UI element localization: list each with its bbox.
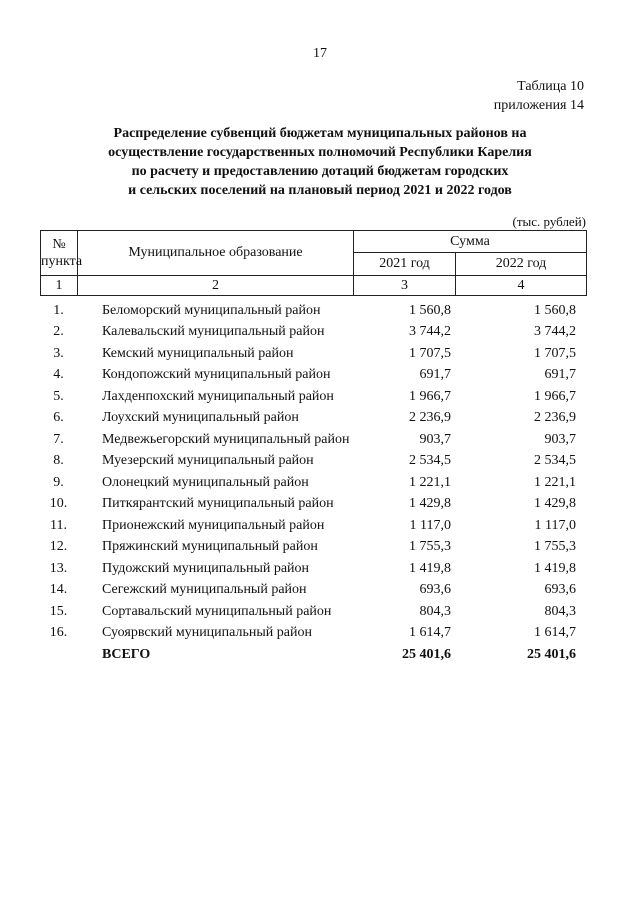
row-number: 14. — [49, 582, 68, 598]
row-municipality: Беломорский муниципальный район — [102, 302, 321, 318]
row-municipality: Кондопожский муниципальный район — [102, 367, 331, 383]
row-value-2021: 1 419,8 — [409, 560, 451, 576]
row-municipality: Пряжинский муниципальный район — [102, 539, 318, 555]
row-municipality: Лахденпохский муниципальный район — [102, 388, 334, 404]
table-row — [40, 580, 586, 602]
row-number: 16. — [49, 625, 68, 641]
row-value-2022: 1 117,0 — [534, 517, 576, 533]
title-line3: по расчету и предоставлению дотаций бюджетам городских — [131, 164, 509, 179]
table-row — [40, 429, 586, 451]
table-row — [40, 343, 586, 365]
row-value-2021: 903,7 — [419, 431, 451, 447]
row-municipality: Сортавальский муниципальный район — [102, 603, 332, 619]
row-number: 11. — [50, 517, 67, 533]
table-row — [40, 601, 586, 623]
row-municipality: Суоярвский муниципальный район — [102, 625, 312, 641]
row-municipality: Прионежский муниципальный район — [102, 517, 325, 533]
row-number: 13. — [49, 560, 68, 576]
header-number-symbol: № — [52, 237, 66, 252]
row-value-2022: 3 744,2 — [534, 324, 576, 340]
row-number: 6. — [53, 410, 64, 426]
table-reference — [494, 77, 584, 115]
row-value-2022: 1 707,5 — [534, 345, 576, 361]
header-col-1: 1 — [41, 276, 78, 296]
document-title — [60, 124, 580, 200]
row-value-2022: 1 560,8 — [534, 302, 576, 318]
row-value-2022: 2 236,9 — [534, 410, 576, 426]
row-value-2021: 693,6 — [419, 582, 451, 598]
row-municipality: Калевальский муниципальный район — [102, 324, 325, 340]
row-value-2022: 1 429,8 — [534, 496, 576, 512]
row-municipality: Муезерский муниципальный район — [102, 453, 314, 469]
row-value-2021: 1 117,0 — [409, 517, 451, 533]
header-number-label: пункта — [41, 254, 83, 269]
table-row — [40, 472, 586, 494]
row-value-2021: 2 534,5 — [409, 453, 451, 469]
table-row — [40, 386, 586, 408]
total-value-2021: 25 401,6 — [402, 646, 451, 662]
header-sum-cell: Сумма — [354, 231, 587, 253]
row-value-2021: 691,7 — [419, 367, 451, 383]
row-value-2022: 903,7 — [544, 431, 576, 447]
row-value-2021: 1 560,8 — [409, 302, 451, 318]
row-value-2022: 1 966,7 — [534, 388, 576, 404]
table-row — [40, 537, 586, 559]
row-value-2021: 2 236,9 — [409, 410, 451, 426]
row-value-2021: 1 966,7 — [409, 388, 451, 404]
row-value-2021: 1 707,5 — [409, 345, 451, 361]
row-value-2021: 1 614,7 — [409, 625, 451, 641]
header-year-2022: 2022 год — [456, 253, 587, 276]
row-value-2021: 804,3 — [419, 603, 451, 619]
row-municipality: Сегежский муниципальный район — [102, 582, 307, 598]
table-row — [40, 408, 586, 430]
table-row — [40, 451, 586, 473]
row-number: 15. — [49, 603, 68, 619]
row-value-2022: 691,7 — [544, 367, 576, 383]
total-row — [40, 644, 586, 666]
table-row — [40, 494, 586, 516]
header-name-cell: Муниципальное образование — [78, 231, 354, 276]
row-value-2021: 1 221,1 — [409, 474, 451, 490]
row-value-2021: 1 755,3 — [409, 539, 451, 555]
row-number: 2. — [53, 324, 64, 340]
header-year-2021: 2021 год — [354, 253, 456, 276]
row-number: 10. — [49, 496, 68, 512]
table-row — [40, 300, 586, 322]
title-line2: осуществление государственных полномочий Республики Карелия — [108, 145, 532, 160]
row-value-2022: 1 221,1 — [534, 474, 576, 490]
header-col-4: 4 — [456, 276, 587, 296]
row-municipality: Лоухский муниципальный район — [102, 410, 299, 426]
row-value-2021: 1 429,8 — [409, 496, 451, 512]
table-header — [40, 230, 587, 296]
header-number-cell — [41, 231, 83, 276]
row-number: 8. — [53, 453, 64, 469]
row-number: 12. — [49, 539, 68, 555]
row-value-2022: 2 534,5 — [534, 453, 576, 469]
table-row — [40, 623, 586, 645]
total-value-2022: 25 401,6 — [527, 646, 576, 662]
table-row — [40, 365, 586, 387]
row-number: 3. — [53, 345, 64, 361]
row-municipality: Кемский муниципальный район — [102, 345, 294, 361]
title-line4: и сельских поселений на плановый период 2021 и 2022 годов — [128, 183, 512, 198]
row-value-2022: 1 755,3 — [534, 539, 576, 555]
total-label: ВСЕГО — [102, 646, 151, 662]
row-municipality: Пудожский муниципальный район — [102, 560, 310, 576]
table-reference-line1: Таблица 10 — [517, 79, 584, 94]
title-line1: Распределение субвенций бюджетам муниципальных районов на — [113, 126, 527, 141]
row-number: 4. — [53, 367, 64, 383]
row-number: 9. — [53, 474, 64, 490]
table-row — [40, 558, 586, 580]
units-label: (тыс. рублей) — [512, 214, 586, 229]
row-municipality: Медвежьегорский муниципальный район — [102, 431, 350, 447]
row-value-2022: 1 419,8 — [534, 560, 576, 576]
row-number: 1. — [53, 302, 64, 318]
page-number: 17 — [313, 46, 327, 61]
header-col-2: 2 — [78, 276, 354, 296]
row-value-2021: 3 744,2 — [409, 324, 451, 340]
row-number: 5. — [53, 388, 64, 404]
table-row — [40, 322, 586, 344]
table-reference-line2: приложения 14 — [493, 98, 584, 113]
row-number: 7. — [53, 431, 64, 447]
table-body — [40, 300, 586, 666]
header-col-3: 3 — [354, 276, 456, 296]
table-row — [40, 515, 586, 537]
row-municipality: Питкярантский муниципальный район — [102, 496, 334, 512]
row-value-2022: 804,3 — [544, 603, 576, 619]
row-value-2022: 693,6 — [544, 582, 576, 598]
row-municipality: Олонецкий муниципальный район — [102, 474, 309, 490]
row-value-2022: 1 614,7 — [534, 625, 576, 641]
